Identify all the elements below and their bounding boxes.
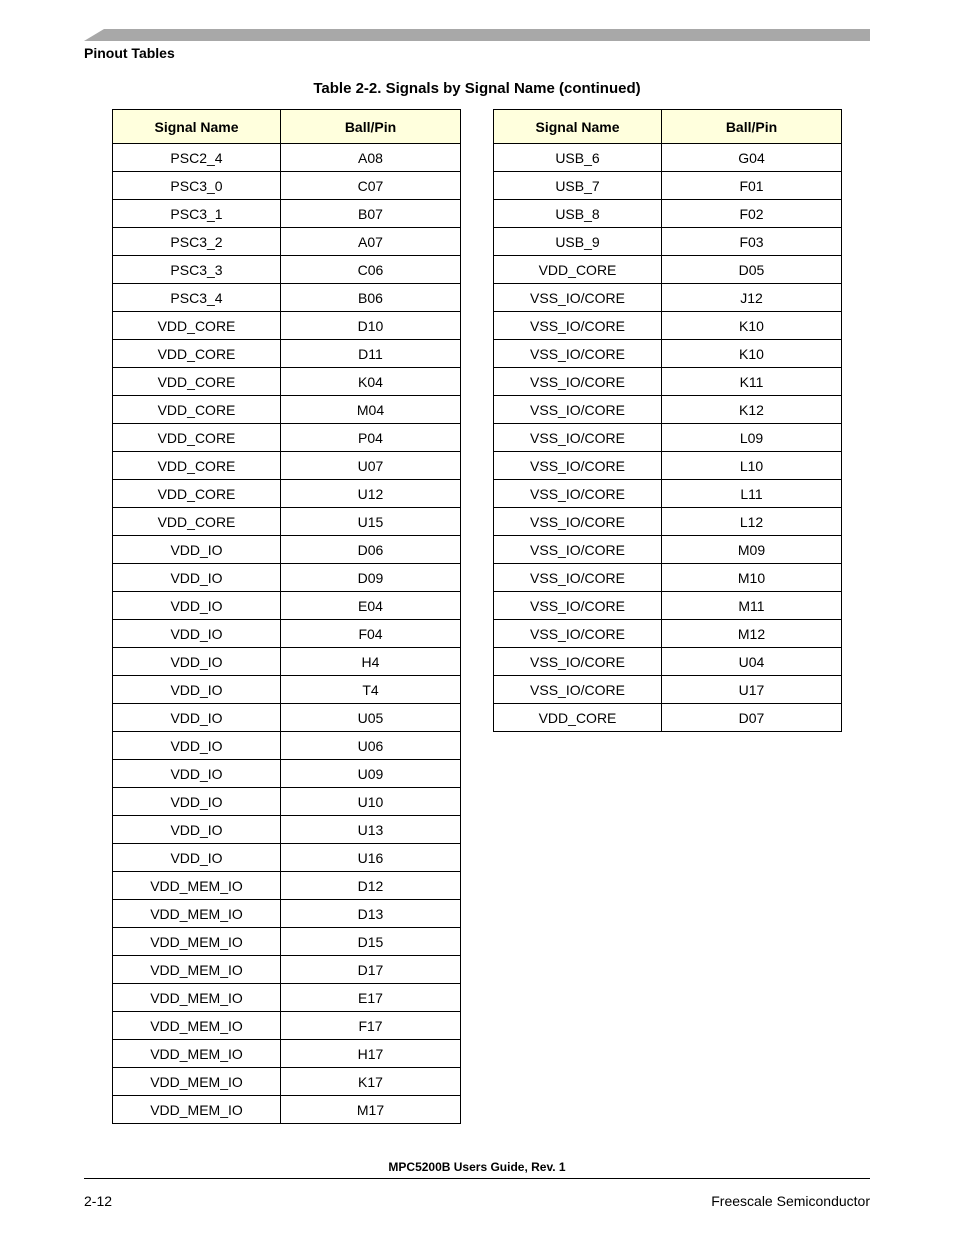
ball-pin-cell: A08 <box>281 144 461 172</box>
table-row <box>113 424 461 452</box>
signal-name-cell: VDD_CORE <box>113 452 281 480</box>
table-row <box>113 312 461 340</box>
table-row <box>113 732 461 760</box>
table-row <box>113 788 461 816</box>
ball-pin-cell: U15 <box>281 508 461 536</box>
signal-name-cell: PSC2_4 <box>113 144 281 172</box>
signal-name-cell: VSS_IO/CORE <box>494 592 662 620</box>
company-name: Freescale Semiconductor <box>711 1193 870 1209</box>
signal-name-cell: VSS_IO/CORE <box>494 452 662 480</box>
ball-pin-cell: D15 <box>281 928 461 956</box>
table-row <box>113 984 461 1012</box>
signal-name-cell: VSS_IO/CORE <box>494 564 662 592</box>
table-row <box>113 172 461 200</box>
signal-name-cell: VDD_MEM_IO <box>113 956 281 984</box>
ball-pin-cell: D06 <box>281 536 461 564</box>
signal-name-cell: VDD_MEM_IO <box>113 984 281 1012</box>
ball-pin-cell: U06 <box>281 732 461 760</box>
table-row <box>113 452 461 480</box>
ball-pin-cell: E04 <box>281 592 461 620</box>
ball-pin-cell: T4 <box>281 676 461 704</box>
signal-name-cell: VDD_MEM_IO <box>113 1096 281 1124</box>
ball-pin-cell: L12 <box>662 508 842 536</box>
table-row <box>113 648 461 676</box>
table-caption: Table 2-2. Signals by Signal Name (continued) <box>313 80 641 97</box>
signal-name-cell: VSS_IO/CORE <box>494 536 662 564</box>
ball-pin-cell: F02 <box>662 200 842 228</box>
signal-name-cell: VDD_IO <box>113 676 281 704</box>
table-row <box>113 340 461 368</box>
table-row <box>494 648 842 676</box>
ball-pin-cell: L09 <box>662 424 842 452</box>
signal-name-cell: VDD_IO <box>113 760 281 788</box>
signal-name-cell: VDD_CORE <box>113 312 281 340</box>
ball-pin-cell: F17 <box>281 1012 461 1040</box>
signal-name-cell: PSC3_2 <box>113 228 281 256</box>
header-bar <box>84 29 870 41</box>
table-row <box>113 536 461 564</box>
column-header-ball-pin: Ball/Pin <box>281 110 461 144</box>
signal-name-cell: USB_9 <box>494 228 662 256</box>
ball-pin-cell: U16 <box>281 844 461 872</box>
table-row <box>494 200 842 228</box>
signal-name-cell: USB_6 <box>494 144 662 172</box>
signal-name-cell: VDD_IO <box>113 648 281 676</box>
table-row <box>113 1040 461 1068</box>
table-row <box>113 1012 461 1040</box>
signal-name-cell: VDD_MEM_IO <box>113 1040 281 1068</box>
table-header-row <box>494 110 842 144</box>
table-row <box>113 872 461 900</box>
ball-pin-cell: K12 <box>662 396 842 424</box>
ball-pin-cell: B06 <box>281 284 461 312</box>
table-row <box>113 760 461 788</box>
ball-pin-cell: A07 <box>281 228 461 256</box>
table-row <box>113 676 461 704</box>
ball-pin-cell: D13 <box>281 900 461 928</box>
table-row <box>113 508 461 536</box>
ball-pin-cell: K10 <box>662 312 842 340</box>
signal-name-cell: VDD_IO <box>113 620 281 648</box>
ball-pin-cell: U04 <box>662 648 842 676</box>
ball-pin-cell: U17 <box>662 676 842 704</box>
signal-name-cell: PSC3_3 <box>113 256 281 284</box>
ball-pin-cell: P04 <box>281 424 461 452</box>
table-row <box>113 928 461 956</box>
column-header-signal-name: Signal Name <box>113 110 281 144</box>
table-row <box>494 144 842 172</box>
ball-pin-cell: H4 <box>281 648 461 676</box>
table-body <box>494 144 842 732</box>
ball-pin-cell: H17 <box>281 1040 461 1068</box>
signal-name-cell: VSS_IO/CORE <box>494 340 662 368</box>
table-row <box>113 480 461 508</box>
table-body <box>113 144 461 1124</box>
table-row <box>494 508 842 536</box>
signal-name-cell: VDD_IO <box>113 844 281 872</box>
ball-pin-cell: K11 <box>662 368 842 396</box>
signal-name-cell: USB_8 <box>494 200 662 228</box>
ball-pin-cell: M09 <box>662 536 842 564</box>
footer-divider <box>84 1178 870 1179</box>
ball-pin-cell: D12 <box>281 872 461 900</box>
ball-pin-cell: F03 <box>662 228 842 256</box>
ball-pin-cell: M11 <box>662 592 842 620</box>
signal-name-cell: VDD_CORE <box>494 256 662 284</box>
ball-pin-cell: L11 <box>662 480 842 508</box>
table-row <box>494 312 842 340</box>
section-title: Pinout Tables <box>84 45 175 61</box>
ball-pin-cell: C07 <box>281 172 461 200</box>
table-row <box>113 620 461 648</box>
signal-name-cell: VSS_IO/CORE <box>494 312 662 340</box>
signal-name-cell: VSS_IO/CORE <box>494 368 662 396</box>
table-row <box>113 592 461 620</box>
table-row <box>494 536 842 564</box>
signal-table-left <box>112 109 461 1124</box>
ball-pin-cell: L10 <box>662 452 842 480</box>
table-row <box>113 396 461 424</box>
signal-name-cell: VDD_CORE <box>113 424 281 452</box>
signal-name-cell: VDD_CORE <box>113 396 281 424</box>
signal-name-cell: VDD_CORE <box>113 340 281 368</box>
ball-pin-cell: C06 <box>281 256 461 284</box>
table-row <box>113 228 461 256</box>
ball-pin-cell: G04 <box>662 144 842 172</box>
table-row <box>113 1096 461 1124</box>
ball-pin-cell: K17 <box>281 1068 461 1096</box>
signal-name-cell: VDD_MEM_IO <box>113 928 281 956</box>
table-row <box>494 452 842 480</box>
signal-name-cell: VDD_MEM_IO <box>113 900 281 928</box>
signal-name-cell: VDD_CORE <box>113 368 281 396</box>
table-row <box>494 564 842 592</box>
page-number: 2-12 <box>84 1193 113 1209</box>
signal-name-cell: USB_7 <box>494 172 662 200</box>
ball-pin-cell: E17 <box>281 984 461 1012</box>
table-row <box>113 704 461 732</box>
ball-pin-cell: B07 <box>281 200 461 228</box>
table-row <box>113 200 461 228</box>
table-row <box>113 368 461 396</box>
ball-pin-cell: D07 <box>662 704 842 732</box>
table-row <box>494 340 842 368</box>
signal-name-cell: VSS_IO/CORE <box>494 508 662 536</box>
ball-pin-cell: F01 <box>662 172 842 200</box>
signal-name-cell: VDD_IO <box>113 704 281 732</box>
table-row <box>494 172 842 200</box>
signal-name-cell: VDD_IO <box>113 788 281 816</box>
table-row <box>494 480 842 508</box>
table-row <box>113 256 461 284</box>
table-row <box>494 704 842 732</box>
signal-name-cell: PSC3_0 <box>113 172 281 200</box>
column-header-signal-name: Signal Name <box>494 110 662 144</box>
ball-pin-cell: D11 <box>281 340 461 368</box>
table-row <box>113 284 461 312</box>
table-row <box>494 368 842 396</box>
signal-name-cell: VSS_IO/CORE <box>494 648 662 676</box>
ball-pin-cell: J12 <box>662 284 842 312</box>
ball-pin-cell: M17 <box>281 1096 461 1124</box>
signal-name-cell: VDD_IO <box>113 564 281 592</box>
ball-pin-cell: F04 <box>281 620 461 648</box>
signal-name-cell: VSS_IO/CORE <box>494 480 662 508</box>
ball-pin-cell: M10 <box>662 564 842 592</box>
column-header-ball-pin: Ball/Pin <box>662 110 842 144</box>
table-row <box>113 900 461 928</box>
signal-name-cell: VDD_IO <box>113 536 281 564</box>
signal-name-cell: VDD_IO <box>113 816 281 844</box>
table-row <box>113 564 461 592</box>
signal-name-cell: VSS_IO/CORE <box>494 620 662 648</box>
signal-name-cell: VDD_CORE <box>113 480 281 508</box>
ball-pin-cell: D10 <box>281 312 461 340</box>
signal-name-cell: VDD_MEM_IO <box>113 1012 281 1040</box>
signal-name-cell: PSC3_1 <box>113 200 281 228</box>
ball-pin-cell: U12 <box>281 480 461 508</box>
signal-name-cell: VSS_IO/CORE <box>494 396 662 424</box>
ball-pin-cell: U09 <box>281 760 461 788</box>
ball-pin-cell: M04 <box>281 396 461 424</box>
ball-pin-cell: K10 <box>662 340 842 368</box>
signal-name-cell: VDD_IO <box>113 592 281 620</box>
ball-pin-cell: U10 <box>281 788 461 816</box>
footer-document-title: MPC5200B Users Guide, Rev. 1 <box>388 1160 566 1174</box>
table-row <box>494 284 842 312</box>
table-row <box>113 1068 461 1096</box>
ball-pin-cell: U13 <box>281 816 461 844</box>
ball-pin-cell: D17 <box>281 956 461 984</box>
signal-name-cell: VSS_IO/CORE <box>494 676 662 704</box>
ball-pin-cell: D09 <box>281 564 461 592</box>
table-row <box>494 396 842 424</box>
table-row <box>113 844 461 872</box>
table-row <box>494 592 842 620</box>
table-row <box>113 144 461 172</box>
signal-name-cell: VDD_IO <box>113 732 281 760</box>
signal-name-cell: VDD_CORE <box>113 508 281 536</box>
ball-pin-cell: U07 <box>281 452 461 480</box>
signal-name-cell: VSS_IO/CORE <box>494 284 662 312</box>
table-row <box>113 816 461 844</box>
table-row <box>494 676 842 704</box>
table-row <box>494 424 842 452</box>
ball-pin-cell: U05 <box>281 704 461 732</box>
signal-name-cell: VSS_IO/CORE <box>494 424 662 452</box>
ball-pin-cell: M12 <box>662 620 842 648</box>
ball-pin-cell: K04 <box>281 368 461 396</box>
table-row <box>494 228 842 256</box>
table-row <box>113 956 461 984</box>
signal-name-cell: VDD_MEM_IO <box>113 1068 281 1096</box>
signal-name-cell: VDD_MEM_IO <box>113 872 281 900</box>
signal-table-right <box>493 109 842 732</box>
signal-name-cell: PSC3_4 <box>113 284 281 312</box>
ball-pin-cell: D05 <box>662 256 842 284</box>
table-header-row <box>113 110 461 144</box>
signal-name-cell: VDD_CORE <box>494 704 662 732</box>
table-row <box>494 256 842 284</box>
table-row <box>494 620 842 648</box>
